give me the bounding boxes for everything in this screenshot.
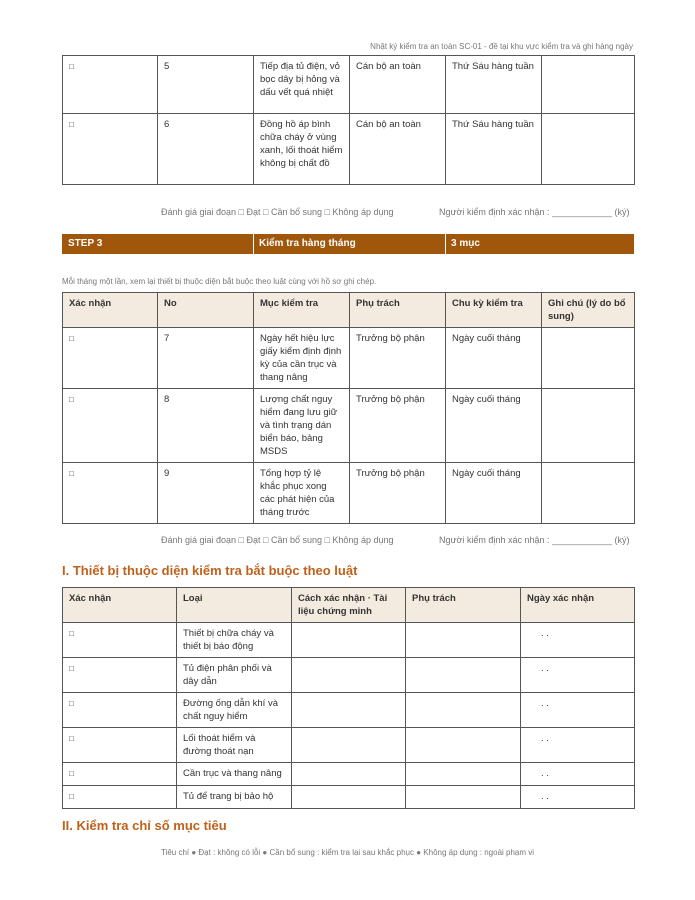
check-item: Ngày hết hiệu lực giấy kiểm định định kỳ của cần trục và thang nâng <box>254 328 350 389</box>
evaluation-options[interactable]: Đánh giá giai đoạn □ Đạt □ Cần bổ sung □ Không áp dụng <box>161 535 394 545</box>
table-row <box>63 786 635 809</box>
monthly-check-table <box>62 292 635 524</box>
owner-cell[interactable] <box>406 728 521 763</box>
cycle: Ngày cuối tháng <box>446 389 542 463</box>
owner-cell[interactable] <box>406 658 521 693</box>
method-cell[interactable] <box>292 728 406 763</box>
owner: Cán bộ an toàn <box>350 56 446 114</box>
col-header: Chu kỳ kiểm tra <box>446 293 542 328</box>
col-header: Loại <box>177 588 292 623</box>
inspector-signature[interactable]: Người kiểm định xác nhận : ____________ (ký) <box>439 207 630 217</box>
inspector-signature[interactable]: Người kiểm định xác nhận : ____________ (ký) <box>439 535 630 545</box>
check-item: Lượng chất nguy hiểm đang lưu giữ và tình trạng dán biển báo, bảng MSDS <box>254 389 350 463</box>
method-cell[interactable] <box>292 763 406 786</box>
date-cell[interactable]: . . <box>521 623 635 658</box>
table-header-row <box>63 588 635 623</box>
equipment-type: Cần trục và thang nâng <box>177 763 292 786</box>
owner-cell[interactable] <box>406 693 521 728</box>
cycle: Thứ Sáu hàng tuần <box>446 114 542 185</box>
mandatory-equipment-table <box>62 587 635 809</box>
equipment-type: Lối thoát hiểm và đường thoát nạn <box>177 728 292 763</box>
criteria-legend: Tiêu chí ● Đạt : không có lỗi ● Cần bổ sung : kiểm tra lại sau khắc phục ● Không áp dụng : ngoài phạm vi <box>160 848 535 857</box>
evaluation-options[interactable]: Đánh giá giai đoạn □ Đạt □ Cần bổ sung □ Không áp dụng <box>161 207 394 217</box>
owner: Trưởng bộ phận <box>350 389 446 463</box>
table-row <box>63 389 635 463</box>
table-row <box>63 463 635 524</box>
date-cell[interactable]: . . <box>521 658 635 693</box>
table-row <box>63 56 635 114</box>
col-header: Ngày xác nhận <box>521 588 635 623</box>
section-1-title <box>62 563 357 578</box>
note-cell[interactable] <box>542 114 635 185</box>
check-item: Tiếp địa tủ điện, vỏ bọc dây bị hỏng và dấu vết quá nhiệt <box>254 56 350 114</box>
col-header: Xác nhận <box>63 588 177 623</box>
weekly-check-table <box>62 55 635 185</box>
equipment-type: Tủ điện phân phối và dây dẫn <box>177 658 292 693</box>
table-row <box>63 623 635 658</box>
col-header: Mục kiểm tra <box>254 293 350 328</box>
note-cell[interactable] <box>542 389 635 463</box>
check-box[interactable]: □ <box>63 389 158 463</box>
col-header: Cách xác nhận · Tài liệu chứng minh <box>292 588 406 623</box>
item-number: 6 <box>158 114 254 185</box>
check-box[interactable]: □ <box>63 623 177 658</box>
table-row <box>63 658 635 693</box>
step-note: Mỗi tháng một lần, xem lại thiết bị thuộc diện bắt buộc theo luật cùng với hồ sơ ghi chép. <box>62 277 377 286</box>
owner: Trưởng bộ phận <box>350 328 446 389</box>
step-label: STEP 3 <box>68 238 103 249</box>
col-header: No <box>158 293 254 328</box>
method-cell[interactable] <box>292 623 406 658</box>
cycle: Thứ Sáu hàng tuần <box>446 56 542 114</box>
item-number: 7 <box>158 328 254 389</box>
date-cell[interactable]: . . <box>521 728 635 763</box>
item-number: 9 <box>158 463 254 524</box>
section-title-text: . Thiết bị thuộc diện kiểm tra bắt buộc theo luật <box>65 563 358 578</box>
section-roman: I <box>62 563 66 578</box>
method-cell[interactable] <box>292 693 406 728</box>
table-row <box>63 328 635 389</box>
check-item: Tổng hợp tỷ lệ khắc phục xong các phát hiện của tháng trước <box>254 463 350 524</box>
section-roman: II <box>62 818 70 833</box>
note-cell[interactable] <box>542 56 635 114</box>
method-cell[interactable] <box>292 658 406 693</box>
cycle: Ngày cuối tháng <box>446 328 542 389</box>
table-row <box>63 693 635 728</box>
owner: Trưởng bộ phận <box>350 463 446 524</box>
owner: Cán bộ an toàn <box>350 114 446 185</box>
check-box[interactable]: □ <box>63 693 177 728</box>
table-row <box>63 114 635 185</box>
equipment-type: Thiết bị chữa cháy và thiết bị báo động <box>177 623 292 658</box>
date-cell[interactable]: . . <box>521 693 635 728</box>
check-box[interactable]: □ <box>63 763 177 786</box>
table-row <box>63 728 635 763</box>
owner-cell[interactable] <box>406 623 521 658</box>
check-box[interactable]: □ <box>63 114 158 185</box>
col-header: Phụ trách <box>406 588 521 623</box>
col-header: Phụ trách <box>350 293 446 328</box>
date-cell[interactable]: . . <box>521 786 635 809</box>
equipment-type: Đường ống dẫn khí và chất nguy hiểm <box>177 693 292 728</box>
page-header: Nhật ký kiểm tra an toàn SC-01 - đề tại khu vực kiểm tra và ghi hàng ngày <box>370 42 633 51</box>
col-header: Xác nhận <box>63 293 158 328</box>
check-box[interactable]: □ <box>63 786 177 809</box>
step-count: 3 mục <box>451 238 480 249</box>
section-title-text: . Kiểm tra chỉ số mục tiêu <box>69 818 227 833</box>
table-header-row <box>63 293 635 328</box>
divider <box>445 234 446 254</box>
check-box[interactable]: □ <box>63 328 158 389</box>
check-box[interactable]: □ <box>63 463 158 524</box>
method-cell[interactable] <box>292 786 406 809</box>
equipment-type: Tủ để trang bị bảo hộ <box>177 786 292 809</box>
note-cell[interactable] <box>542 463 635 524</box>
item-number: 5 <box>158 56 254 114</box>
divider <box>253 234 254 254</box>
owner-cell[interactable] <box>406 763 521 786</box>
section-2-title <box>62 818 227 833</box>
cycle: Ngày cuối tháng <box>446 463 542 524</box>
step-3-bar <box>62 234 634 254</box>
check-box[interactable]: □ <box>63 728 177 763</box>
col-header: Ghi chú (lý do bổ sung) <box>542 293 635 328</box>
check-box[interactable]: □ <box>63 658 177 693</box>
check-item: Đồng hồ áp bình chữa cháy ở vùng xanh, lối thoát hiểm không bị chất đồ <box>254 114 350 185</box>
step-title: Kiểm tra hàng tháng <box>259 238 356 249</box>
owner-cell[interactable] <box>406 786 521 809</box>
note-cell[interactable] <box>542 328 635 389</box>
check-box[interactable]: □ <box>63 56 158 114</box>
date-cell[interactable]: . . <box>521 763 635 786</box>
item-number: 8 <box>158 389 254 463</box>
table-row <box>63 763 635 786</box>
